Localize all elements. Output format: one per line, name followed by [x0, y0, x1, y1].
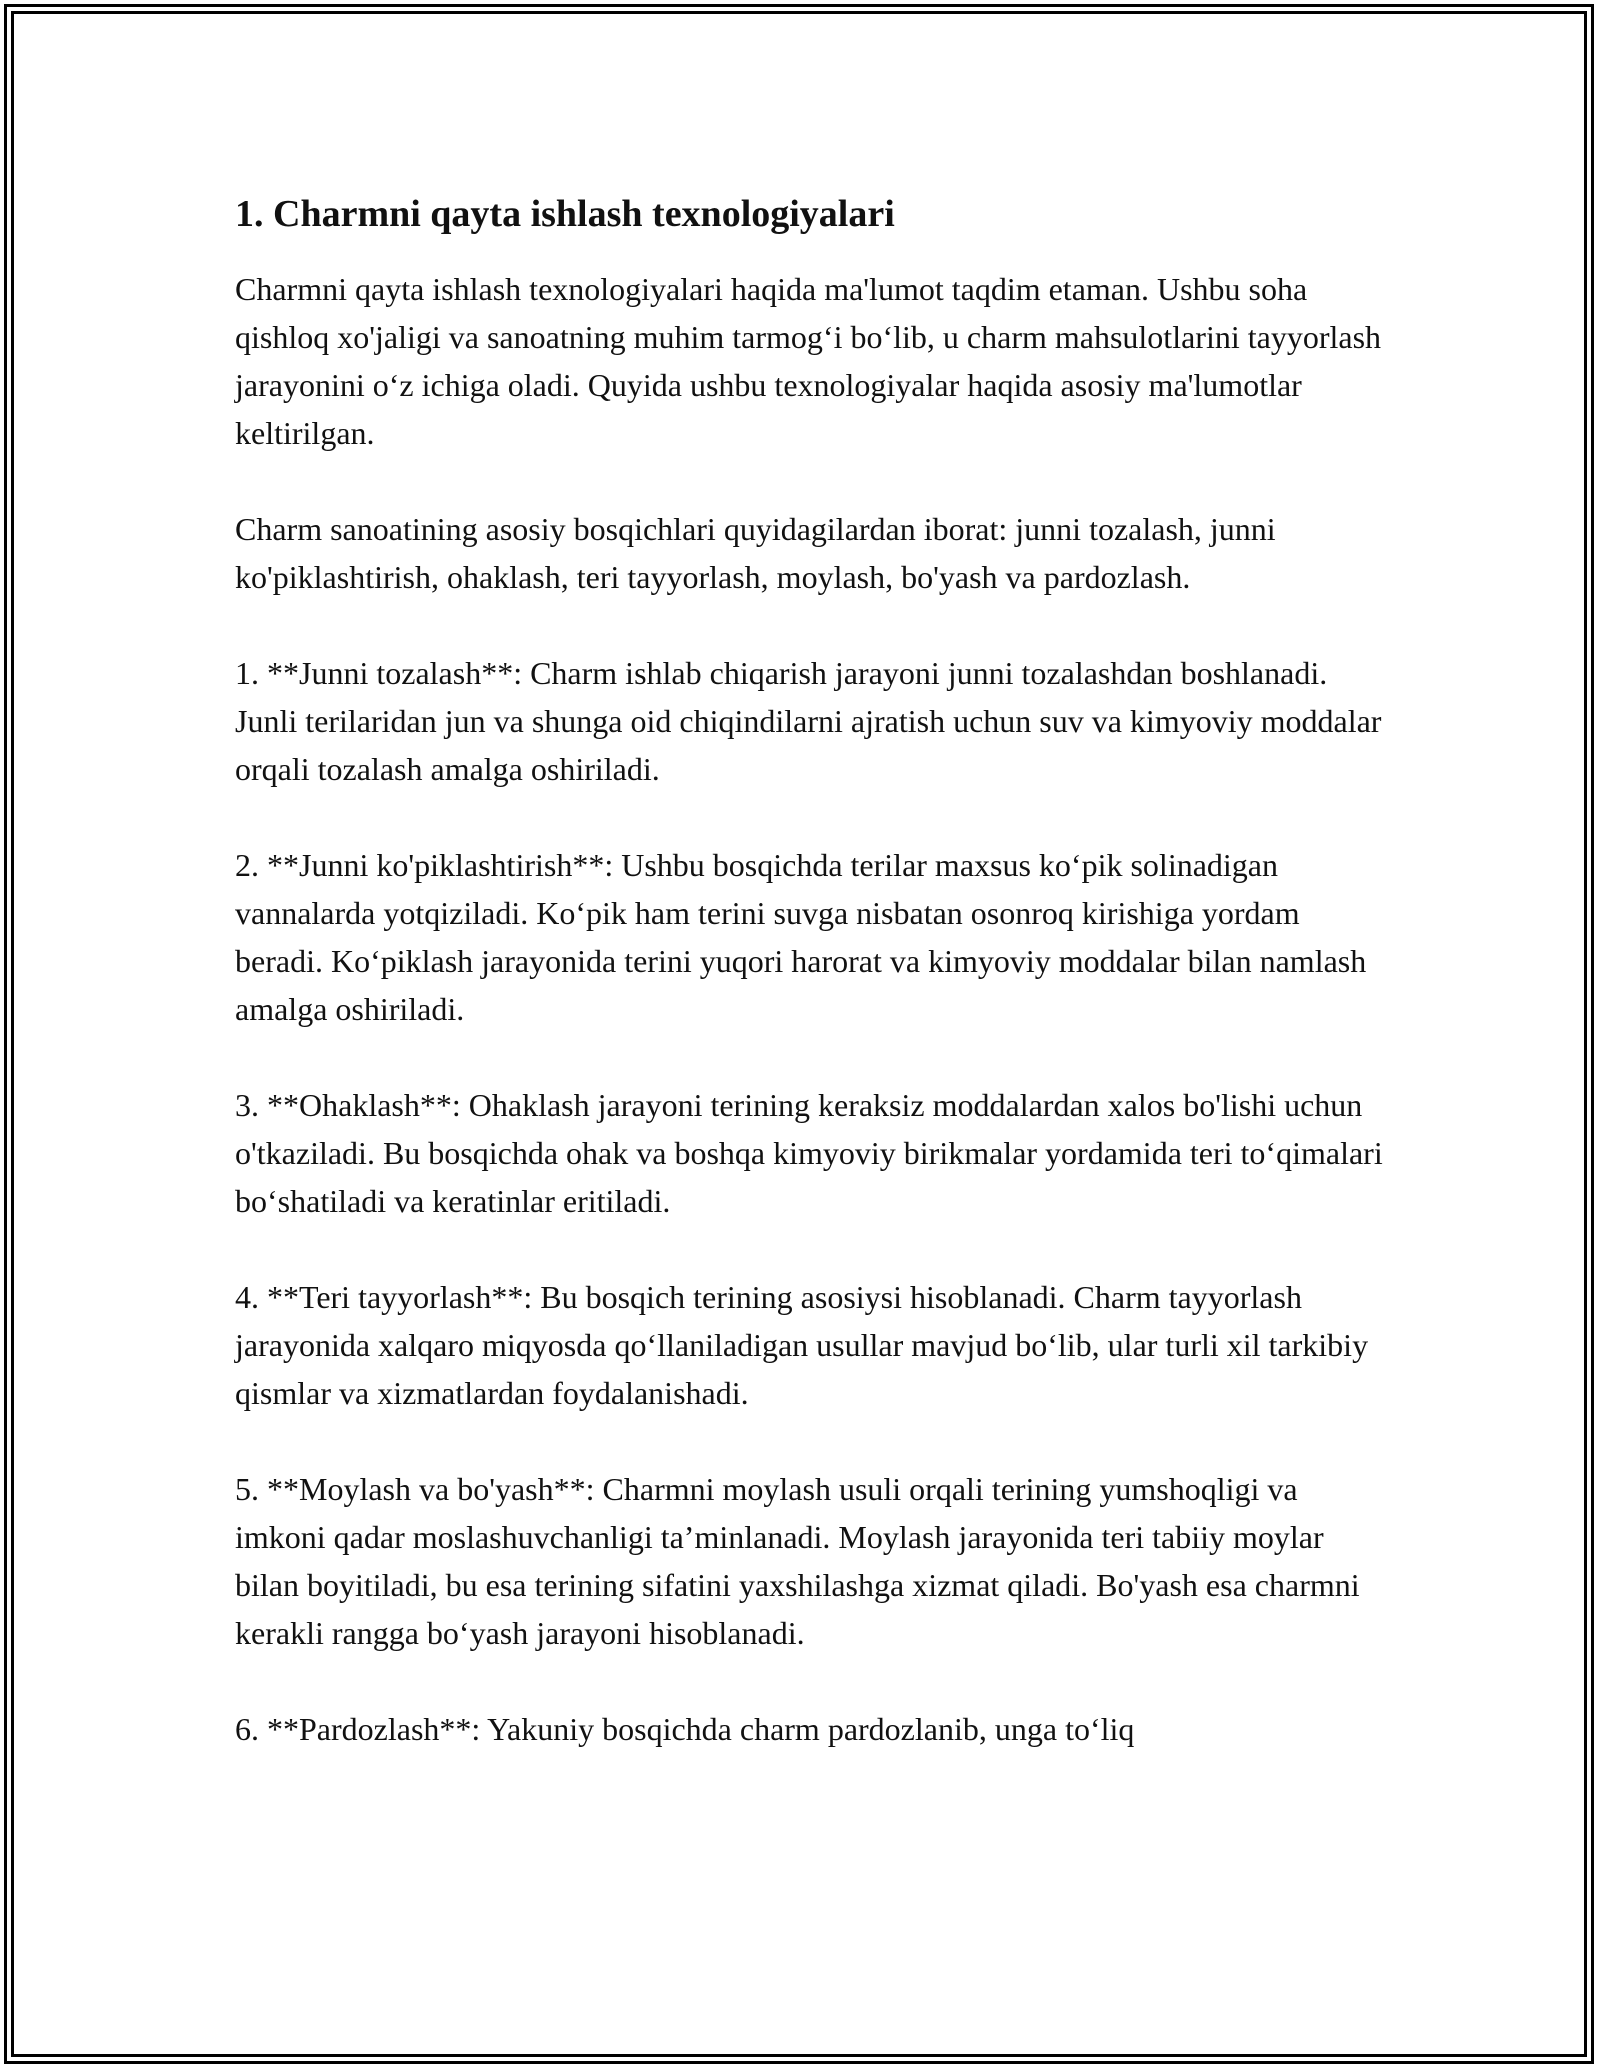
stage-4-paragraph: 4. **Teri tayyorlash**: Bu bosqich terining asosiysi hisoblanadi. Charm tayyorlash jarayonida xalqaro miqyosda qo‘llaniladigan usullar mavjud bo‘lib, ular turli xil tarkibiy qismlar va xizmatlardan foydalanishadi.: [235, 1279, 1369, 1411]
stage-1-paragraph: 1. **Junni tozalash**: Charm ishlab chiqarish jarayoni junni tozalashdan boshlanadi. Junli terilaridan jun va shunga oid chiqindilarni ajratish uchun suv va kimyoviy moddalar orqali tozalash amalga oshiriladi.: [235, 655, 1382, 787]
stage-3-paragraph: 3. **Ohaklash**: Ohaklash jarayoni terining keraksiz moddalardan xalos bo'lishi uchun o'tkaziladi. Bu bosqichda ohak va boshqa kimyoviy birikmalar yordamida teri to‘qimalari bo‘shatiladi va keratinlar eritiladi.: [235, 1087, 1383, 1219]
stage-6-paragraph: 6. **Pardozlash**: Yakuniy bosqichda charm pardozlanib, unga to‘liq: [235, 1711, 1135, 1747]
stage-5-paragraph: 5. **Moylash va bo'yash**: Charmni moylash usuli orqali terining yumshoqligi va imkoni qadar moslashuvchanligi ta’minlanadi. Moylash jarayonida teri tabiiy moylar bilan boyitiladi, bu esa terining sifatini yaxshilashga xizmat qiladi. Bo'yash esa charmni kerakli rangga bo‘yash jarayoni hisoblanadi.: [235, 1471, 1360, 1651]
stage-2-paragraph: 2. **Junni ko'piklashtirish**: Ushbu bosqichda terilar maxsus ko‘pik solinadigan vannalarda yotqiziladi. Ko‘pik ham terini suvga nisbatan osonroq kirishiga yordam beradi. Ko‘piklash jarayonida terini yuqori harorat va kimyoviy moddalar bilan namlash amalga oshiriladi.: [235, 847, 1367, 1027]
intro-paragraph: Charmni qayta ishlash texnologiyalari haqida ma'lumot taqdim etaman. Ushbu soha qishloq xo'jaligi va sanoatning muhim tarmog‘i bo‘lib, u charm mahsulotlarini tayyorlash jarayonini o‘z ichiga oladi. Quyida ushbu texnologiyalar haqida asosiy ma'lumotlar keltirilgan.: [235, 271, 1382, 451]
document-title: 1. Charmni qayta ishlash texnologiyalari: [235, 193, 895, 235]
stages-overview-paragraph: Charm sanoatining asosiy bosqichlari quyidagilardan iborat: junni tozalash, junni ko'piklashtirish, ohaklash, teri tayyorlash, moylash, bo'yash va pardozlash.: [235, 511, 1276, 595]
document-body: [235, 185, 1385, 1801]
